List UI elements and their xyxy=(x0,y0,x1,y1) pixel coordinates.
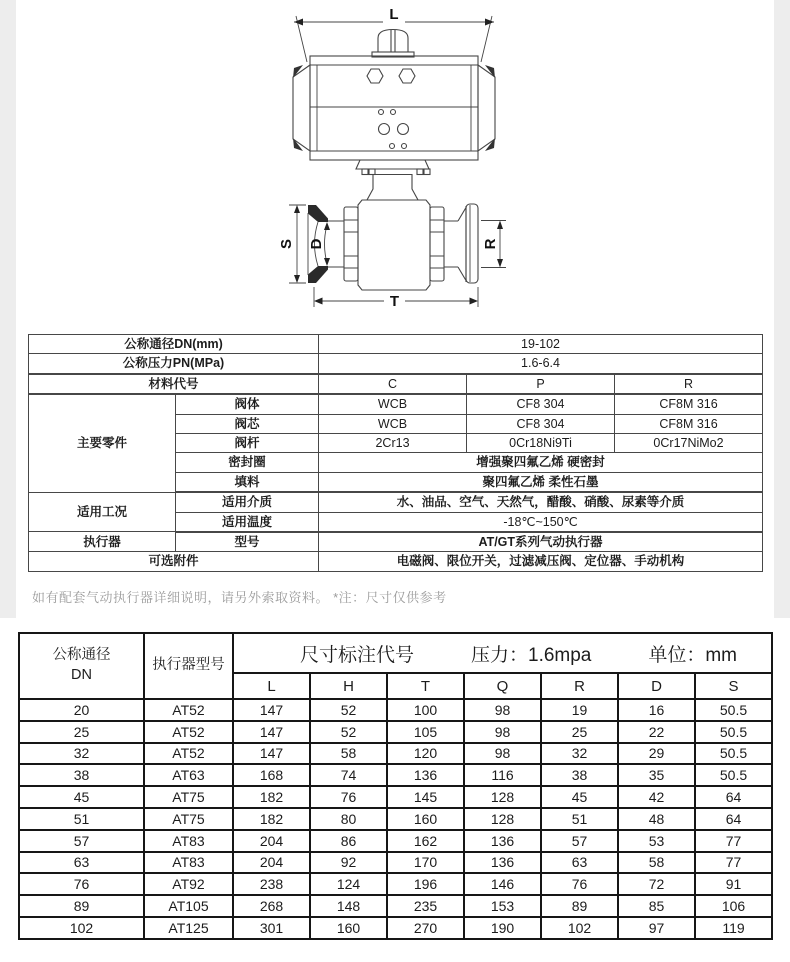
dim-header-actuator: 执行器型号 xyxy=(144,633,233,699)
spec-cell: 阀芯 xyxy=(176,414,319,433)
dim-table-row xyxy=(19,699,772,721)
spec-cell: 执行器 xyxy=(29,532,176,552)
dim-col-header: Q xyxy=(464,673,541,699)
dim-table-row xyxy=(19,764,772,786)
dim-cell-value: 119 xyxy=(695,917,772,939)
dim-cell-value: 106 xyxy=(695,895,772,917)
dim-cell-dn: 51 xyxy=(19,808,144,830)
dim-cell-value: 29 xyxy=(618,743,695,765)
dim-cell-value: 50.5 xyxy=(695,721,772,743)
actuator-end-cap-right xyxy=(478,65,495,151)
dim-cell-value: 19 xyxy=(541,699,618,721)
dim-cell-value: 92 xyxy=(310,852,387,874)
dim-cell-value: 124 xyxy=(310,873,387,895)
dim-cell-value: 91 xyxy=(695,873,772,895)
spec-cell: 型号 xyxy=(176,532,319,552)
spec-cell: 0Cr17NiMo2 xyxy=(615,433,763,452)
dim-cell-value: 147 xyxy=(233,699,310,721)
dim-table-row xyxy=(19,721,772,743)
dim-cell-value: 35 xyxy=(618,764,695,786)
spec-cell: 材料代号 xyxy=(29,374,319,394)
dim-cell-value: 58 xyxy=(618,852,695,874)
dim-label-S: S xyxy=(278,238,295,250)
dim-table-row xyxy=(19,830,772,852)
dimension-table xyxy=(18,632,773,940)
spec-cell: 阀杆 xyxy=(176,433,319,452)
dim-cell-value: 235 xyxy=(387,895,464,917)
dim-cell-value: 80 xyxy=(310,808,387,830)
dim-cell-model: AT52 xyxy=(144,721,233,743)
dim-cell-value: 145 xyxy=(387,786,464,808)
dim-cell-value: 52 xyxy=(310,699,387,721)
dim-cell-dn: 63 xyxy=(19,852,144,874)
footnote: 如有配套气动执行器详细说明，请另外索取资料。 *注：尺寸仅供参考 xyxy=(32,590,447,605)
dim-cell-value: 98 xyxy=(464,699,541,721)
dim-cell-model: AT105 xyxy=(144,895,233,917)
valve-technical-drawing xyxy=(0,0,790,322)
dim-cell-value: 105 xyxy=(387,721,464,743)
dim-header-dn xyxy=(19,633,144,699)
dim-cell-dn: 57 xyxy=(19,830,144,852)
spec-cell: WCB xyxy=(319,394,467,414)
dim-col-header: T xyxy=(387,673,464,699)
actuator-top-indicator xyxy=(372,30,414,58)
dim-cell-value: 182 xyxy=(233,786,310,808)
dim-cell-value: 74 xyxy=(310,764,387,786)
dim-cell-value: 52 xyxy=(310,721,387,743)
actuator-end-cap-left xyxy=(293,65,310,151)
union-nut-right xyxy=(430,207,444,281)
spec-cell: CF8 304 xyxy=(467,394,615,414)
dim-cell-value: 58 xyxy=(310,743,387,765)
dim-cell-value: 76 xyxy=(310,786,387,808)
dim-cell-value: 50.5 xyxy=(695,743,772,765)
dim-table-row xyxy=(19,917,772,939)
spec-cell: C xyxy=(319,374,467,394)
dim-label-T: T xyxy=(389,293,400,310)
dim-table-title-row xyxy=(19,633,772,673)
mounting-bracket xyxy=(356,160,430,200)
spec-cell: 公称压力PN(MPa) xyxy=(29,354,319,374)
dim-cell-model: AT52 xyxy=(144,743,233,765)
dim-cell-value: 148 xyxy=(310,895,387,917)
dim-cell-value: 270 xyxy=(387,917,464,939)
dim-cell-value: 97 xyxy=(618,917,695,939)
spec-row xyxy=(29,335,763,354)
spec-cell: 0Cr18Ni9Ti xyxy=(467,433,615,452)
dim-cell-value: 162 xyxy=(387,830,464,852)
dim-cell-dn: 25 xyxy=(19,721,144,743)
dim-cell-value: 51 xyxy=(541,808,618,830)
spec-cell: 主要零件 xyxy=(29,394,176,492)
spec-cell: 阀体 xyxy=(176,394,319,414)
spec-row xyxy=(29,532,763,552)
dim-cell-value: 128 xyxy=(464,786,541,808)
dim-cell-model: AT75 xyxy=(144,808,233,830)
dim-cell-dn: 20 xyxy=(19,699,144,721)
dim-table-row xyxy=(19,743,772,765)
spec-cell: WCB xyxy=(319,414,467,433)
dim-table-row xyxy=(19,852,772,874)
dim-cell-value: 301 xyxy=(233,917,310,939)
spec-cell: AT/GT系列气动执行器 xyxy=(319,532,763,552)
spec-cell: 公称通径DN(mm) xyxy=(29,335,319,354)
dim-cell-value: 268 xyxy=(233,895,310,917)
dim-cell-model: AT92 xyxy=(144,873,233,895)
valve-diagram-svg xyxy=(0,0,790,322)
pipe-right xyxy=(444,221,458,267)
dim-cell-value: 147 xyxy=(233,721,310,743)
dim-cell-value: 136 xyxy=(387,764,464,786)
dim-col-header: D xyxy=(618,673,695,699)
dim-cell-value: 77 xyxy=(695,830,772,852)
dim-cell-value: 170 xyxy=(387,852,464,874)
dim-label-R: R xyxy=(482,238,499,250)
dim-cell-value: 160 xyxy=(387,808,464,830)
spec-cell: CF8M 316 xyxy=(615,394,763,414)
spec-cell: 2Cr13 xyxy=(319,433,467,452)
dim-cell-value: 85 xyxy=(618,895,695,917)
spec-cell: 适用温度 xyxy=(176,512,319,532)
dim-cell-value: 146 xyxy=(464,873,541,895)
spec-cell: CF8 304 xyxy=(467,414,615,433)
dim-cell-value: 160 xyxy=(310,917,387,939)
dim-cell-dn: 89 xyxy=(19,895,144,917)
spec-cell: 适用介质 xyxy=(176,492,319,512)
dim-cell-value: 182 xyxy=(233,808,310,830)
dim-cell-value: 102 xyxy=(541,917,618,939)
dim-cell-value: 76 xyxy=(541,873,618,895)
dim-label-D: D xyxy=(308,238,325,250)
dim-col-header: S xyxy=(695,673,772,699)
dim-cell-dn: 32 xyxy=(19,743,144,765)
dim-cell-model: AT125 xyxy=(144,917,233,939)
dim-cell-value: 22 xyxy=(618,721,695,743)
dim-cell-value: 153 xyxy=(464,895,541,917)
pneumatic-actuator xyxy=(293,56,495,160)
spec-cell: 电磁阀、限位开关，过滤减压阀、定位器、手动机构 xyxy=(319,552,763,571)
dim-col-header: R xyxy=(541,673,618,699)
dim-cell-value: 128 xyxy=(464,808,541,830)
dim-cell-value: 16 xyxy=(618,699,695,721)
valve-neck xyxy=(367,175,418,201)
spec-cell: -18℃~150℃ xyxy=(319,512,763,532)
dim-cell-value: 238 xyxy=(233,873,310,895)
air-port-left xyxy=(367,69,383,83)
dim-cell-value: 48 xyxy=(618,808,695,830)
spec-table xyxy=(28,334,763,572)
air-port-right xyxy=(399,69,415,83)
dim-cell-model: AT63 xyxy=(144,764,233,786)
dim-cell-model: AT75 xyxy=(144,786,233,808)
spec-cell: 1.6-6.4 xyxy=(319,354,763,374)
banner-pressure-label: 压力：1.6mpa xyxy=(471,644,592,666)
spec-row xyxy=(29,552,763,571)
spec-cell: 19-102 xyxy=(319,335,763,354)
dim-cell-value: 50.5 xyxy=(695,699,772,721)
spec-cell: P xyxy=(467,374,615,394)
dim-cell-value: 25 xyxy=(541,721,618,743)
dim-cell-model: AT83 xyxy=(144,830,233,852)
dim-cell-dn: 76 xyxy=(19,873,144,895)
dim-cell-value: 42 xyxy=(618,786,695,808)
dim-cell-value: 204 xyxy=(233,830,310,852)
dim-table-row xyxy=(19,808,772,830)
dim-table-row xyxy=(19,873,772,895)
dim-cell-value: 120 xyxy=(387,743,464,765)
spec-row xyxy=(29,374,763,394)
dim-cell-value: 190 xyxy=(464,917,541,939)
dim-cell-value: 98 xyxy=(464,743,541,765)
spec-cell: 填料 xyxy=(176,472,319,492)
clamp-end-right xyxy=(458,204,478,283)
dim-cell-value: 63 xyxy=(541,852,618,874)
dim-cell-value: 147 xyxy=(233,743,310,765)
dim-cell-model: AT83 xyxy=(144,852,233,874)
dim-table-body xyxy=(19,699,772,939)
banner-unit-label: 单位：mm xyxy=(648,644,738,666)
dim-cell-value: 64 xyxy=(695,808,772,830)
dim-table-banner xyxy=(233,633,772,673)
banner-code-label: 尺寸标注代号 xyxy=(300,644,415,666)
spec-cell: 水、油品、空气、天然气，醋酸、硝酸、尿素等介质 xyxy=(319,492,763,512)
dim-cell-value: 136 xyxy=(464,852,541,874)
dim-cell-value: 116 xyxy=(464,764,541,786)
dim-table-row xyxy=(19,895,772,917)
dim-cell-value: 196 xyxy=(387,873,464,895)
dim-header-dn-line1: 公称通径 xyxy=(52,647,111,664)
dim-col-header: H xyxy=(310,673,387,699)
spec-row xyxy=(29,492,763,512)
spec-cell: 聚四氟乙烯 柔性石墨 xyxy=(319,472,763,492)
dim-col-header: L xyxy=(233,673,310,699)
dim-cell-value: 53 xyxy=(618,830,695,852)
spec-cell: 可选附件 xyxy=(29,552,319,571)
spec-cell: R xyxy=(615,374,763,394)
valve-body xyxy=(326,200,458,290)
dim-cell-value: 32 xyxy=(541,743,618,765)
spec-cell: CF8M 316 xyxy=(615,414,763,433)
dim-header-dn-line2: DN xyxy=(71,667,92,683)
spec-row xyxy=(29,354,763,374)
dim-cell-value: 72 xyxy=(618,873,695,895)
dim-cell-value: 64 xyxy=(695,786,772,808)
dim-cell-value: 168 xyxy=(233,764,310,786)
dim-cell-model: AT52 xyxy=(144,699,233,721)
dim-cell-dn: 38 xyxy=(19,764,144,786)
dim-cell-value: 136 xyxy=(464,830,541,852)
dim-label-L: L xyxy=(389,6,399,23)
dim-cell-value: 204 xyxy=(233,852,310,874)
dim-cell-value: 57 xyxy=(541,830,618,852)
dim-cell-value: 45 xyxy=(541,786,618,808)
dim-cell-value: 86 xyxy=(310,830,387,852)
dim-cell-value: 98 xyxy=(464,721,541,743)
dim-cell-value: 50.5 xyxy=(695,764,772,786)
dim-table-row xyxy=(19,786,772,808)
dim-cell-value: 89 xyxy=(541,895,618,917)
dim-cell-dn: 45 xyxy=(19,786,144,808)
dim-cell-value: 77 xyxy=(695,852,772,874)
spec-row xyxy=(29,394,763,414)
dim-cell-value: 38 xyxy=(541,764,618,786)
spec-cell: 密封圈 xyxy=(176,453,319,472)
union-nut-left xyxy=(344,207,358,281)
dim-cell-dn: 102 xyxy=(19,917,144,939)
spec-cell: 增强聚四氟乙烯 硬密封 xyxy=(319,453,763,472)
dim-cell-value: 100 xyxy=(387,699,464,721)
spec-cell: 适用工况 xyxy=(29,492,176,532)
